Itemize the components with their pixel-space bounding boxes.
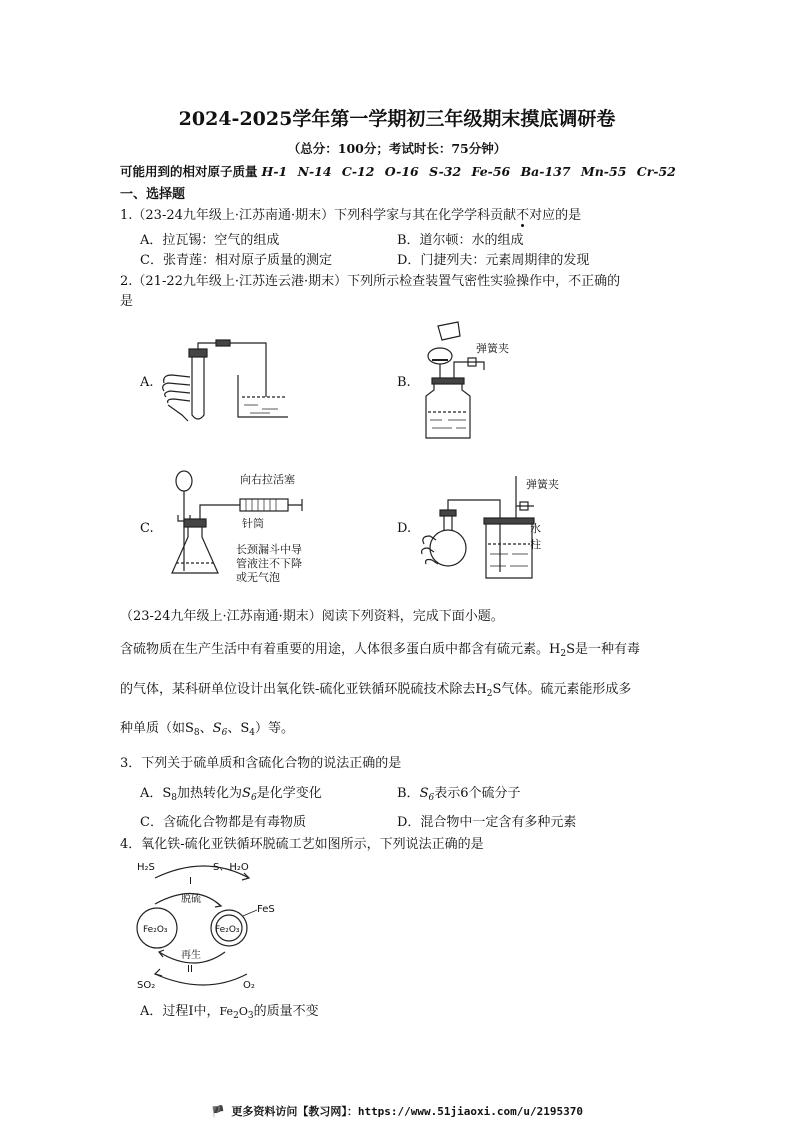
atomic-mass-elements: H-1 N-14 C-12 O-16 S-32 Fe-56 Ba-137 Mn-55 Cr-52 bbox=[261, 164, 676, 179]
q3-option-a: A．$S_8$加热转化为$S_6$是化学变化 bbox=[140, 786, 322, 803]
c-note-line3: 或无气泡 bbox=[236, 571, 280, 584]
page-title: 2024-2025学年第一学期初三年级期末摸底调研卷 bbox=[178, 108, 616, 130]
diagram-fes: FeS bbox=[257, 904, 275, 915]
c-pull-label: 向右拉活塞 bbox=[240, 473, 295, 486]
hand bbox=[163, 375, 190, 421]
delivery-tube bbox=[198, 343, 266, 397]
atomic-mass-label: 可能用到的相对原子质量 bbox=[120, 164, 258, 179]
conical-flask bbox=[172, 523, 218, 573]
q4-stem: 4．氧化铁-硫化亚铁循环脱硫工艺如图所示，下列说法正确的是 bbox=[120, 837, 484, 852]
q1-stem-b: 对应的是 bbox=[529, 208, 582, 223]
beaker bbox=[238, 375, 288, 417]
diagram-step2-name: 再生 bbox=[181, 950, 201, 961]
arrow-bottom bbox=[155, 974, 247, 985]
formula-h2s-2: $H_2S$ bbox=[475, 682, 502, 699]
q2-label-a: A. bbox=[140, 375, 154, 390]
outlet-tube bbox=[454, 362, 484, 378]
diagram-h2s: H₂S bbox=[137, 862, 155, 873]
q2-label-c: C. bbox=[140, 521, 154, 536]
q4-option-a: A．过程Ⅰ中，$Fe_2O_3$的质量不变 bbox=[140, 1004, 319, 1021]
diagram-so2: SO₂ bbox=[137, 980, 156, 991]
footer-link[interactable]: 🏴 更多资料访问【教习网】：https://www.51jiaoxi.com/u/2195370 bbox=[211, 1105, 583, 1118]
q3-stem: 3．下列关于硫单质和含硫化合物的说法正确的是 bbox=[120, 756, 402, 771]
diagram-o2: O₂ bbox=[243, 980, 255, 991]
reading-line2-a: 的气体，某科研单位设计出氧化铁-硫化亚铁循环脱硫技术除去 bbox=[120, 682, 476, 697]
reading-line3-b: ）等。 bbox=[254, 721, 294, 736]
long-neck-funnel bbox=[176, 471, 192, 491]
diagram-step1: I bbox=[189, 876, 192, 887]
reading-line2-b: 气体。硫元素能形成多 bbox=[501, 682, 632, 697]
q1-option-d: D．门捷列夫：元素周期律的发现 bbox=[397, 253, 590, 268]
reading-line3-a: 种单质（如 bbox=[120, 721, 186, 736]
flask-outlet bbox=[200, 505, 240, 519]
q3-option-d: D．混合物中一定含有多种元素 bbox=[397, 815, 577, 830]
reagent-bottle bbox=[438, 322, 460, 340]
reading-line1-b: 是一种有毒 bbox=[575, 642, 641, 657]
desulfurization-cycle-diagram bbox=[125, 856, 285, 991]
q1-stem-a: 1.（23-24九年级上·江苏南通·期末）下列科学家与其在化学学科贡献 bbox=[120, 208, 517, 223]
test-tube bbox=[192, 357, 204, 419]
apparatus-d-figure bbox=[420, 470, 560, 582]
apparatus-c-figure bbox=[170, 465, 310, 591]
reading-line1 bbox=[120, 638, 640, 659]
atomic-mass-line bbox=[120, 162, 676, 180]
reading-line1-a: 含硫物质在生产生活中有着重要的用途，人体很多蛋白质中都含有硫元素。 bbox=[120, 642, 550, 657]
reading-line3: 种单质（如$S_8$、$S_6$、$S_4$）等。 bbox=[120, 721, 294, 738]
q3-option-c: C．含硫化合物都是有毒物质 bbox=[140, 815, 306, 830]
d-clip-label: 弹簧夹 bbox=[526, 478, 559, 491]
q1-option-b: B．道尔顿：水的组成 bbox=[397, 233, 524, 248]
formula-h2s: $H_2S$ bbox=[549, 642, 575, 659]
diagram-step2: II bbox=[187, 964, 193, 975]
c-note-line1: 长颈漏斗中导 bbox=[236, 543, 302, 556]
q1-emphasis: 不 bbox=[516, 208, 530, 223]
d-water-label-2: 柱 bbox=[530, 538, 541, 551]
round-flask bbox=[430, 530, 466, 566]
b-clip-label: 弹簧夹 bbox=[476, 342, 509, 355]
formula-s8: $S_8$ bbox=[185, 721, 200, 738]
q2-stem-line2: 是 bbox=[120, 294, 134, 309]
reading-line2 bbox=[120, 678, 631, 699]
diagram-fe2o3-left: Fe₂O₃ bbox=[143, 925, 168, 935]
diagram-s-h2o: S、H₂O bbox=[213, 862, 249, 873]
d-water-label-1: 水 bbox=[530, 522, 541, 535]
reading-intro: （23-24九年级上·江苏南通·期末）阅读下列资料，完成下面小题。 bbox=[120, 609, 504, 624]
diagram-step1-name: 脱硫 bbox=[181, 894, 201, 905]
c-syringe-label: 针筒 bbox=[242, 517, 264, 530]
section-heading: 一、选择题 bbox=[120, 187, 186, 202]
q2-label-d: D. bbox=[397, 521, 412, 536]
q2-label-b: B. bbox=[397, 375, 411, 390]
wide-bottle-d bbox=[486, 524, 532, 578]
formula-s4: $S_4$ bbox=[240, 721, 255, 738]
q1-option-a: A．拉瓦锡：空气的组成 bbox=[140, 233, 280, 248]
exam-info: （总分：100分；考试时长：75分钟） bbox=[287, 141, 507, 156]
diagram-fe2o3-right: Fe₂O₃ bbox=[215, 925, 240, 935]
apparatus-b-figure bbox=[412, 320, 522, 442]
stopper bbox=[189, 349, 207, 357]
formula-s6: $S_6$ bbox=[212, 721, 228, 738]
apparatus-a-figure bbox=[158, 335, 288, 427]
separatory-funnel bbox=[428, 348, 452, 364]
q1-stem bbox=[120, 204, 581, 223]
q3-option-b: B．$S_6$表示6个硫分子 bbox=[397, 786, 521, 803]
wide-bottle bbox=[426, 382, 470, 438]
q1-option-c: C．张青莲：相对原子质量的测定 bbox=[140, 253, 332, 268]
q2-stem-line1: 2.（21-22九年级上·江苏连云港·期末）下列所示检查装置气密性实验操作中，不正确的 bbox=[120, 274, 621, 289]
c-note-line2: 管液注不下降 bbox=[236, 557, 302, 570]
